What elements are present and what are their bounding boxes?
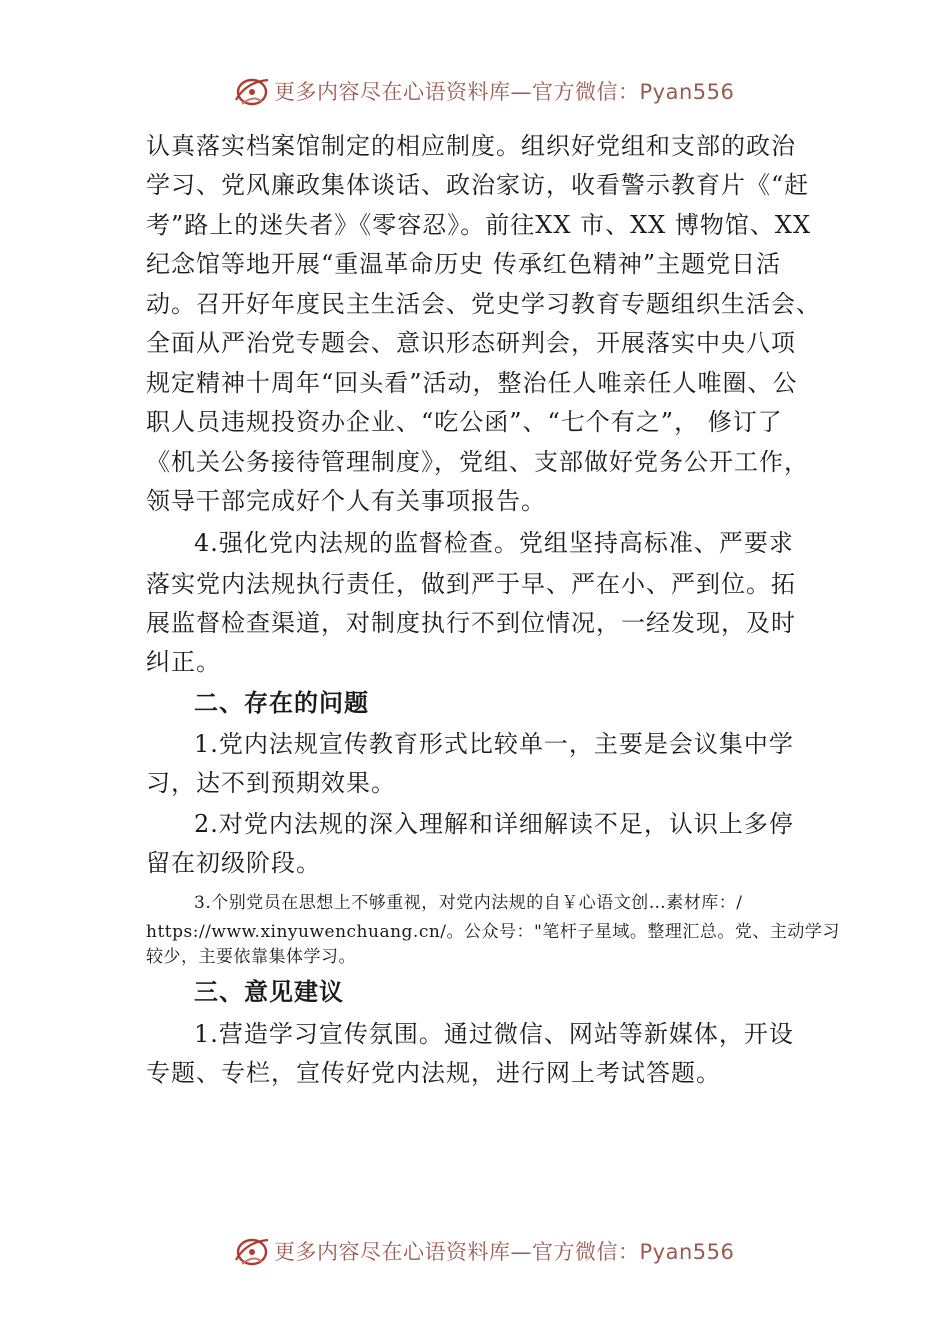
section-heading: 三、意见建议 xyxy=(194,978,344,1006)
body-line: 认真落实档案馆制定的相应制度。组织好党组和支部的政治 xyxy=(146,132,796,160)
header-banner-text: 更多内容尽在心语资料库—官方微信：Pyan556 xyxy=(274,80,735,104)
footer-banner-text: 更多内容尽在心语资料库—官方微信：Pyan556 xyxy=(274,1240,735,1264)
body-line: 较少，主要依靠集体学习。 xyxy=(146,947,356,967)
body-line: 留在初级阶段。 xyxy=(146,849,321,877)
body-line: 学习、党风廉政集体谈话、政治家访，收看警示教育片《“赶 xyxy=(146,171,810,199)
body-line: 全面从严治党专题会、意识形态研判会，开展落实中央八项 xyxy=(146,329,796,357)
body-line: https://www.xinyuwenchuang.cn/。公众号："笔杆子星域。整理汇总。党、主动学习 xyxy=(146,922,840,942)
body-line: 领导干部完成好个人有关事项报告。 xyxy=(146,487,546,515)
body-line: 展监督检查渠道，对制度执行不到位情况，一经发现，及时 xyxy=(146,609,796,637)
body-line: 习，达不到预期效果。 xyxy=(146,769,396,797)
brand-logo-icon xyxy=(232,1234,272,1270)
paragraph-start-line: 3.个别党员在思想上不够重视，对党内法规的自￥心语文创…素材库：/ xyxy=(194,893,743,913)
paragraph-start-line: 1.营造学习宣传氛围。通过微信、网站等新媒体，开设 xyxy=(194,1020,794,1048)
body-line: 规定精神十周年“回头看”活动，整治任人唯亲任人唯圈、公 xyxy=(146,369,798,397)
paragraph-start-line: 4.强化党内法规的监督检查。党组坚持高标准、严要求 xyxy=(194,529,794,557)
section-heading: 二、存在的问题 xyxy=(194,689,369,717)
paragraph-start-line: 2.对党内法规的深入理解和详细解读不足，认识上多停 xyxy=(194,810,794,838)
body-line: 纠正。 xyxy=(146,648,221,676)
footer-watermark-banner xyxy=(0,1232,950,1272)
body-line: 纪念馆等地开展“重温革命历史 传承红色精神”主题党日活 xyxy=(146,250,782,278)
body-line: 专题、专栏，宣传好党内法规，进行网上考试答题。 xyxy=(146,1059,721,1087)
body-line: 考”路上的迷失者》《零容忍》。前往XX 市、XX 博物馆、XX xyxy=(146,211,812,239)
body-line: 《机关公务接待管理制度》，党组、支部做好党务公开工作， xyxy=(146,448,809,476)
paragraph-start-line: 1.党内法规宣传教育形式比较单一，主要是会议集中学 xyxy=(194,730,794,758)
body-line: 动。召开好年度民主生活会、党史学习教育专题组织生活会、 xyxy=(146,290,821,318)
body-line: 落实党内法规执行责任，做到严于早、严在小、严到位。拓 xyxy=(146,570,796,598)
body-line: 职人员违规投资办企业、“吃公函”、“七个有之”， 修订了 xyxy=(146,408,783,436)
